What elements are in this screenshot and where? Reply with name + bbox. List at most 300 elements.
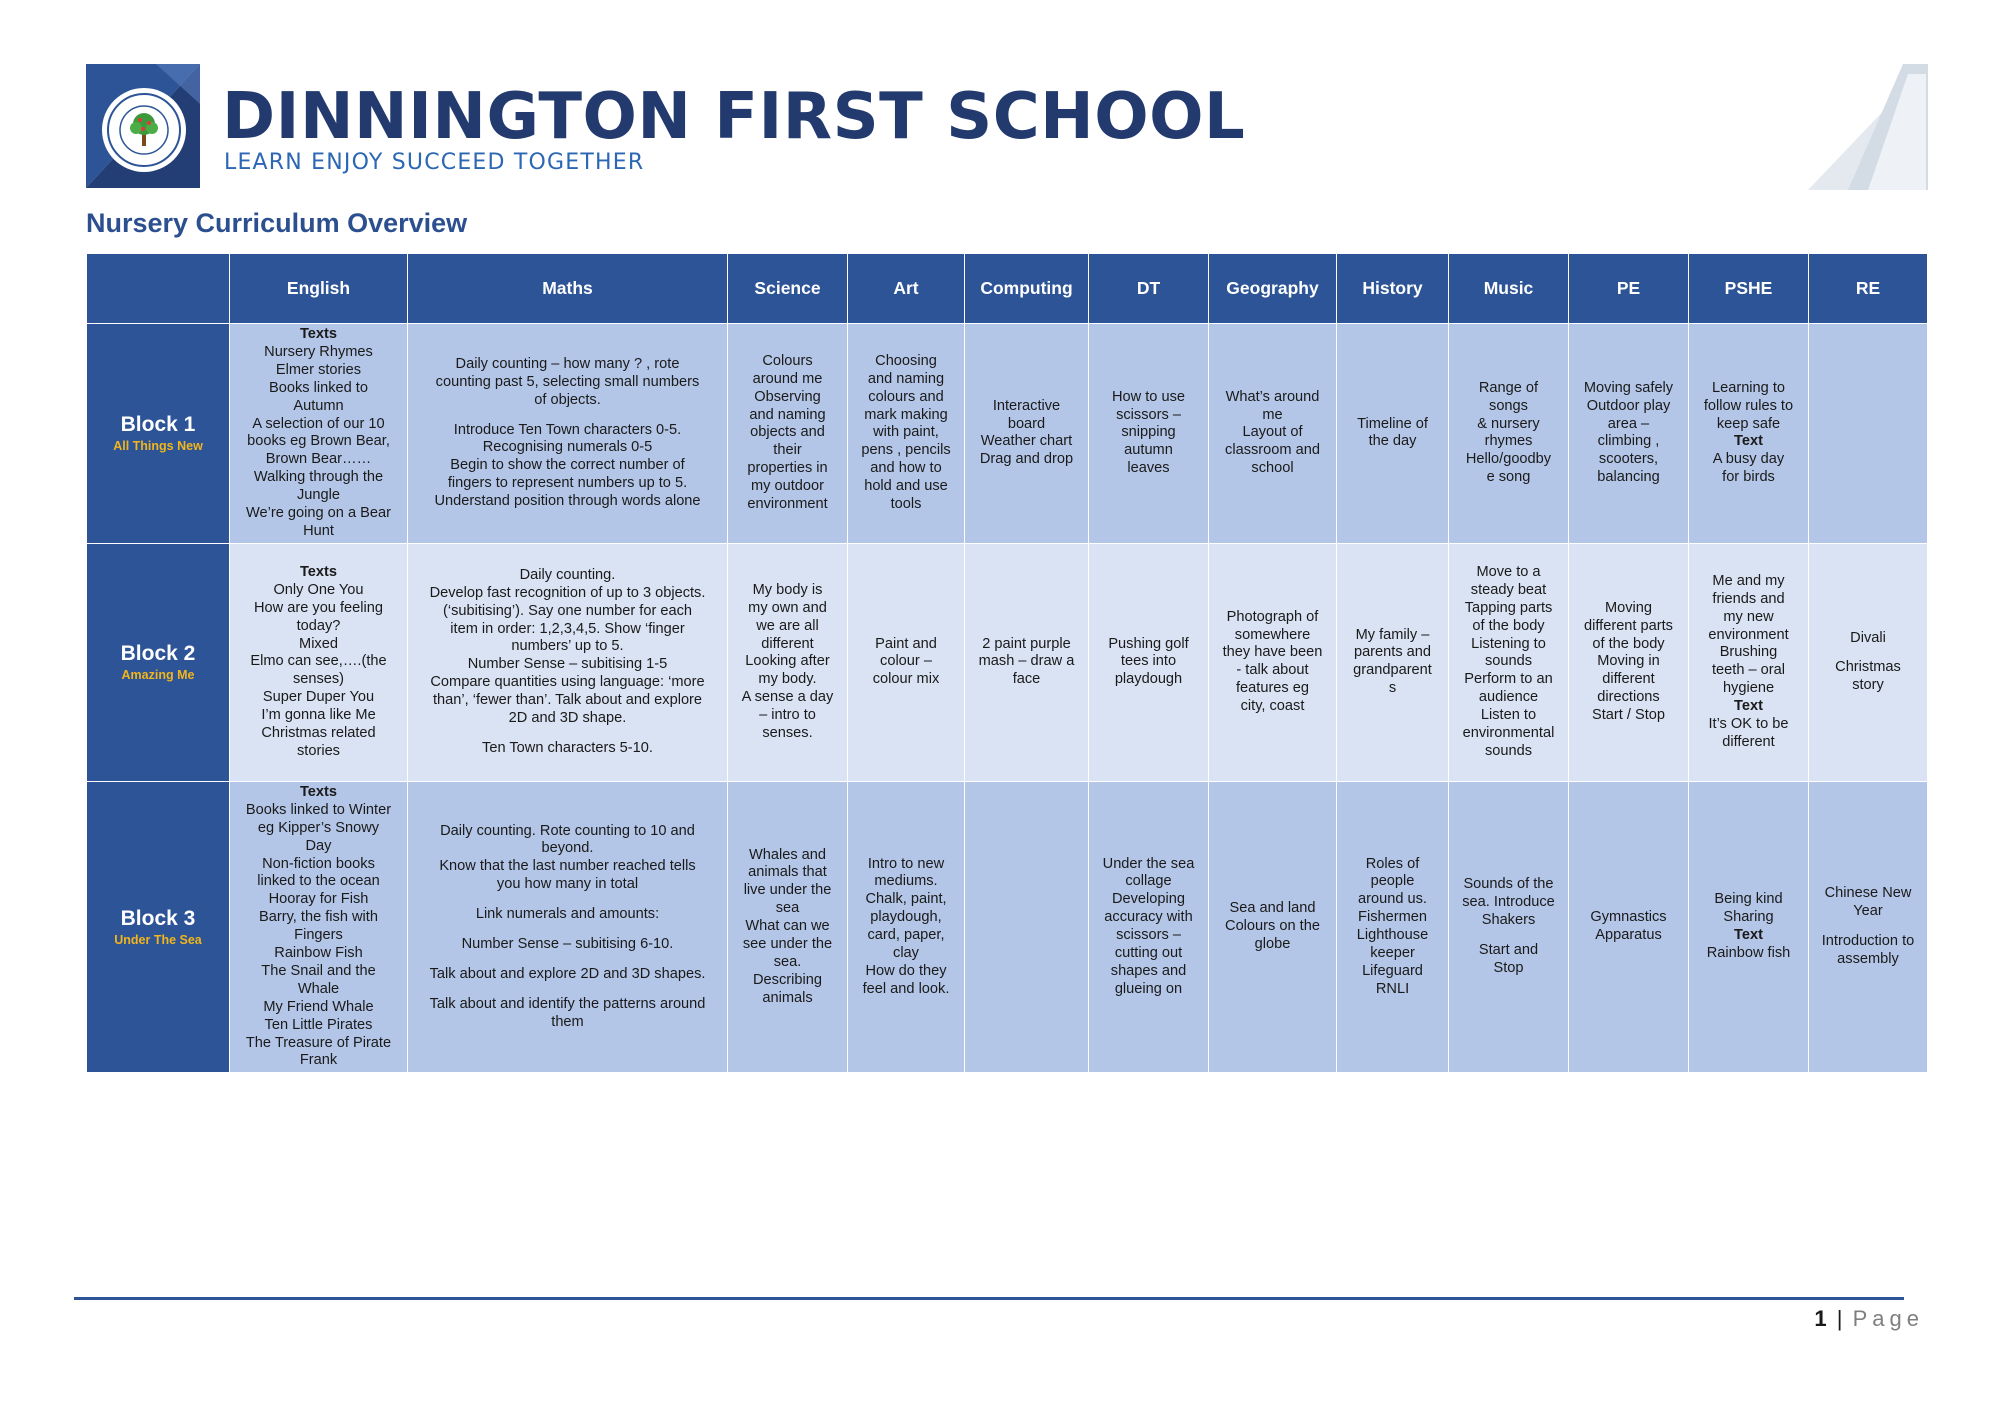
cell-line: Day: [305, 837, 332, 854]
cell-line: my outdoor: [750, 478, 824, 495]
cell-line: It’s OK to be: [1708, 716, 1789, 733]
cell-line: Hunt: [303, 522, 334, 539]
cell-line: Super Duper You: [262, 689, 375, 706]
cell-line: Text: [1734, 698, 1763, 715]
cell-line: sea: [775, 900, 800, 917]
column-header: Science: [728, 254, 848, 324]
cell-line: friends and: [1712, 590, 1785, 607]
column-header: Computing: [965, 254, 1089, 324]
cell-line: Walking through the: [253, 469, 384, 486]
column-header: English: [230, 254, 408, 324]
cell-computing: [965, 543, 1089, 781]
cell-line: of the body: [1472, 617, 1545, 634]
cell-line: Texts: [299, 783, 338, 800]
block-subtitle: All Things New: [113, 439, 203, 454]
cell-line: Whale: [297, 980, 340, 997]
cell-line: keeper: [1370, 945, 1415, 962]
cell-line: keep safe: [1716, 415, 1781, 432]
cell-line: Ten Town characters 5-10.: [482, 740, 653, 756]
cell-line: Barry, the fish with: [259, 909, 378, 926]
cell-line: Intro to new: [867, 855, 945, 872]
cell-line: objects and: [750, 424, 825, 441]
cell-line: of objects.: [534, 391, 601, 408]
cell-line: scissors –: [1116, 927, 1181, 944]
cell-line: Pushing golf: [1108, 635, 1189, 652]
cell-history: [1337, 781, 1449, 1073]
page-number-value: 1: [1814, 1306, 1827, 1331]
cell-line: environmental: [1462, 725, 1555, 742]
cell-line: directions: [1597, 689, 1660, 706]
cell-line: Start and: [1478, 942, 1539, 959]
cell-geography: [1209, 781, 1337, 1073]
block-subtitle: Amazing Me: [121, 668, 195, 683]
cell-line: than’, ‘fewer than’. Talk about and explore: [432, 692, 703, 709]
cell-line: board: [1007, 415, 1046, 432]
cell-line: grandparent: [1353, 662, 1432, 679]
cell-line: [1812, 647, 1924, 659]
block-subtitle: Under The Sea: [114, 933, 202, 948]
cell-line: A selection of our 10: [252, 415, 385, 432]
cell-line: 2D and 3D shape.: [508, 710, 627, 727]
cell-line: colour –: [880, 653, 932, 670]
column-header: Music: [1449, 254, 1569, 324]
cell-line: Autumn: [293, 397, 344, 414]
cell-line: features eg: [1235, 680, 1310, 697]
cell-line: counting past 5, selecting small numbers: [435, 373, 700, 390]
cell-line: somewhere: [1234, 626, 1311, 643]
cell-line: Divali: [1850, 629, 1886, 646]
cell-line: Moving safely: [1583, 379, 1674, 396]
cell-line: How do they: [865, 962, 947, 979]
cell-line: senses): [292, 671, 345, 688]
cell-line: The Snail and the: [261, 962, 376, 979]
cell-line: Outdoor play: [1586, 397, 1671, 414]
cell-line: fingers to represent numbers up to 5.: [447, 475, 688, 492]
cell-line: My family –: [1355, 626, 1430, 643]
cell-line: Introduction to: [1821, 933, 1915, 950]
cell-line: Mixed: [299, 635, 338, 652]
cell-science: [728, 543, 848, 781]
cell-line: Frank: [299, 1052, 338, 1069]
cell-line: steady beat: [1470, 581, 1547, 598]
cell-line: area –: [1607, 415, 1650, 432]
cell-line: Understand position through words alone: [434, 493, 701, 510]
cell-line: Daily counting – how many ? , rote: [455, 355, 680, 372]
cell-line: item in order: 1,2,3,4,5. Show ‘finger: [450, 620, 685, 637]
cell-pe: [1569, 781, 1689, 1073]
cell-line: I’m gonna like Me: [261, 707, 376, 724]
cell-line: [411, 924, 724, 936]
cell-line: them: [551, 1013, 584, 1030]
cell-line: Listen to: [1480, 707, 1537, 724]
cell-line: Gymnastics: [1590, 909, 1667, 926]
cell-line: we are all: [756, 617, 819, 634]
cell-line: Non-fiction books: [262, 855, 375, 872]
cell-line: eg Kipper’s Snowy: [257, 819, 380, 836]
cell-line: animals: [762, 989, 813, 1006]
cell-line: Text: [1734, 433, 1763, 450]
cell-line: accuracy with: [1104, 909, 1193, 926]
cell-line: Hooray for Fish: [268, 891, 369, 908]
cell-line: numbers’ up to 5.: [511, 638, 624, 655]
cell-line: they have been: [1222, 644, 1323, 661]
cell-line: [411, 410, 724, 422]
cell-dt: [1089, 324, 1209, 544]
cell-line: playdough,: [870, 909, 942, 926]
cell-dt: [1089, 781, 1209, 1073]
block-title: Block 1: [120, 413, 196, 437]
block-header: [87, 781, 230, 1073]
cell-line: autumn: [1124, 442, 1173, 459]
cell-pshe: [1689, 324, 1809, 544]
cell-line: Brushing: [1719, 644, 1778, 661]
page-number: [1814, 1306, 1924, 1332]
cell-line: Perform to an: [1464, 671, 1553, 688]
cell-line: Texts: [299, 326, 338, 342]
cell-computing: [965, 324, 1089, 544]
cell-line: Shakers: [1481, 912, 1536, 929]
cell-line: Chinese New: [1824, 885, 1912, 902]
cell-line: Colours on the: [1225, 918, 1320, 935]
cell-line: around me: [752, 370, 823, 387]
cell-line: face: [1012, 671, 1041, 688]
column-header: PSHE: [1689, 254, 1809, 324]
cell-line: Under the sea: [1102, 855, 1195, 872]
cell-pshe: [1689, 781, 1809, 1073]
cell-line: senses.: [762, 725, 813, 742]
cell-line: the day: [1368, 433, 1417, 450]
cell-line: mediums.: [874, 873, 938, 890]
cell-line: different: [761, 635, 814, 652]
cell-line: globe: [1254, 936, 1291, 953]
cell-line: How to use: [1111, 388, 1185, 405]
cell-line: assembly: [1837, 951, 1899, 968]
block-header: [87, 543, 230, 781]
cell-science: [728, 324, 848, 544]
cell-line: Lighthouse: [1356, 927, 1429, 944]
cell-history: [1337, 324, 1449, 544]
cell-line: environment: [1708, 626, 1789, 643]
cell-line: Drag and drop: [979, 451, 1074, 468]
cell-line: card, paper,: [867, 927, 945, 944]
cell-line: A busy day: [1712, 451, 1785, 468]
cell-line: What can we: [745, 918, 830, 935]
cell-line: e song: [1486, 469, 1531, 486]
cell-music: [1449, 781, 1569, 1073]
cell-line: story: [1852, 677, 1884, 694]
cell-line: Tapping parts: [1464, 599, 1553, 616]
cell-line: of the body: [1592, 635, 1665, 652]
cell-line: scooters,: [1598, 451, 1659, 468]
page-header: [86, 64, 1926, 190]
cell-line: glueing on: [1114, 980, 1183, 997]
cell-line: hygiene: [1722, 680, 1775, 697]
table-row: [87, 543, 1928, 781]
cell-line: Moving in: [1597, 653, 1660, 670]
cell-line: colours and: [868, 388, 944, 405]
cell-line: rhymes: [1484, 433, 1533, 450]
cell-line: school: [1251, 460, 1294, 477]
cell-line: Ten Little Pirates: [264, 1016, 373, 1033]
cell-english: [230, 543, 408, 781]
cell-line: Move to a: [1476, 563, 1541, 580]
table-header-row: [87, 254, 1928, 324]
cell-line: Books linked to Winter: [245, 801, 392, 818]
cell-geography: [1209, 543, 1337, 781]
block-title: Block 3: [120, 907, 196, 931]
cell-computing: [965, 781, 1089, 1073]
column-header: History: [1337, 254, 1449, 324]
cell-line: cutting out: [1114, 945, 1183, 962]
cell-english: [230, 324, 408, 544]
cell-line: beyond.: [541, 840, 594, 857]
cell-line: My Friend Whale: [263, 998, 374, 1015]
cell-line: mark making: [864, 406, 948, 423]
cell-line: stories: [297, 742, 340, 759]
cell-line: - talk about: [1236, 662, 1309, 679]
cell-line: with paint,: [873, 424, 939, 441]
cell-line: My body is: [752, 581, 823, 598]
cell-line: Talk about and identify the patterns around: [429, 995, 706, 1012]
cell-line: sea. Introduce: [1462, 894, 1555, 911]
cell-line: Me and my: [1712, 572, 1785, 589]
cell-line: How are you feeling: [254, 599, 383, 616]
cell-line: and naming: [867, 370, 945, 387]
cell-maths: [408, 543, 728, 781]
cell-line: Timeline of: [1357, 415, 1428, 432]
cell-re: [1809, 324, 1928, 544]
table-row: [87, 324, 1928, 544]
curriculum-table: [86, 253, 1928, 1073]
cell-line: collage: [1125, 873, 1172, 890]
cell-pe: [1569, 324, 1689, 544]
cell-maths: [408, 324, 728, 544]
cell-line: Daily counting.: [519, 566, 616, 583]
cell-line: Learning to: [1711, 379, 1786, 396]
block-title: Block 2: [120, 642, 196, 666]
school-name: DINNINGTON FIRST SCHOOL: [222, 80, 1246, 154]
cell-line: environment: [747, 496, 828, 513]
cell-pe: [1569, 543, 1689, 781]
cell-line: Rainbow fish: [1706, 945, 1791, 962]
cell-line: climbing ,: [1597, 433, 1660, 450]
cell-line: parents and: [1353, 644, 1432, 661]
cell-line: me: [1262, 406, 1283, 423]
cell-line: mash – draw a: [978, 653, 1075, 670]
cell-line: Christmas: [1835, 659, 1901, 676]
cell-line: – intro to: [759, 707, 816, 724]
cell-line: shapes and: [1110, 962, 1187, 979]
cell-line: The Treasure of Pirate: [245, 1034, 392, 1051]
cell-line: for birds: [1722, 469, 1775, 486]
cell-line: my body.: [758, 671, 817, 688]
cell-line: Roles of: [1365, 855, 1420, 872]
cell-line: Link numerals and amounts:: [475, 906, 660, 923]
cell-line: Sea and land: [1229, 900, 1316, 917]
cell-line: scissors –: [1116, 406, 1181, 423]
column-header: DT: [1089, 254, 1209, 324]
cell-line: Number Sense – subitising 1-5: [467, 656, 668, 673]
cell-line: Colours: [762, 352, 813, 369]
cell-line: teeth – oral: [1711, 662, 1786, 679]
cell-line: Whales and: [748, 846, 827, 863]
cell-line: today?: [296, 617, 341, 634]
cell-line: hold and use: [864, 478, 948, 495]
cell-line: [1452, 930, 1565, 942]
cell-line: We’re going on a Bear: [246, 505, 391, 522]
corner-decoration: [1808, 64, 1928, 190]
cell-line: around us.: [1358, 891, 1427, 908]
cell-line: Fishermen: [1358, 909, 1427, 926]
cell-line: s: [1388, 680, 1397, 697]
cell-line: city, coast: [1240, 698, 1305, 715]
cell-line: Interactive: [992, 397, 1061, 414]
cell-line: my new: [1723, 608, 1774, 625]
cell-line: Christmas related: [261, 725, 376, 742]
cell-line: Jungle: [296, 487, 340, 504]
cell-line: Sounds of the: [1463, 876, 1554, 893]
cell-line: Describing: [753, 971, 822, 988]
cell-line: books eg Brown Bear,: [247, 433, 390, 450]
cell-line: my own and: [748, 599, 827, 616]
cell-line: Elmer stories: [275, 361, 362, 378]
cell-line: tees into: [1120, 653, 1177, 670]
cell-line: feel and look.: [862, 980, 950, 997]
cell-line: & nursery: [1477, 415, 1540, 432]
cell-science: [728, 781, 848, 1073]
cell-line: leaves: [1127, 460, 1170, 477]
cell-line: Layout of: [1242, 424, 1303, 441]
cell-line: linked to the ocean: [257, 873, 380, 890]
cell-line: Moving: [1604, 599, 1653, 616]
document-title: Nursery Curriculum Overview: [86, 208, 468, 238]
cell-line: and how to: [870, 460, 942, 477]
cell-re: [1809, 781, 1928, 1073]
cell-line: Number Sense – subitising 6-10.: [461, 936, 674, 953]
cell-line: Daily counting. Rote counting to 10 and: [440, 822, 695, 839]
footer-rule: [74, 1297, 1904, 1300]
cell-line: A sense a day: [741, 689, 834, 706]
column-header: PE: [1569, 254, 1689, 324]
cell-line: Hello/goodby: [1465, 451, 1552, 468]
cell-line: Develop fast recognition of up to 3 objects.: [429, 584, 706, 601]
cell-line: RNLI: [1375, 980, 1410, 997]
cell-line: animals that: [748, 864, 827, 881]
cell-line: Introduce Ten Town characters 0-5.: [453, 421, 682, 438]
cell-music: [1449, 324, 1569, 544]
cell-line: Sharing: [1723, 909, 1774, 926]
cell-line: Books linked to: [269, 379, 368, 396]
cell-art: [848, 543, 965, 781]
cell-line: snipping: [1121, 424, 1176, 441]
cell-pshe: [1689, 543, 1809, 781]
cell-line: Range of: [1478, 379, 1539, 396]
cell-line: Choosing: [875, 352, 937, 369]
cell-line: Brown Bear……: [265, 451, 372, 468]
cell-line: Recognising numerals 0-5: [482, 439, 653, 456]
cell-line: [411, 984, 724, 996]
cell-line: balancing: [1597, 469, 1660, 486]
cell-line: Listening to: [1471, 635, 1546, 652]
cell-line: you how many in total: [496, 876, 639, 893]
cell-line: follow rules to: [1703, 397, 1794, 414]
cell-geography: [1209, 324, 1337, 544]
cell-line: and naming: [749, 406, 826, 423]
column-header: Maths: [408, 254, 728, 324]
cell-re: [1809, 543, 1928, 781]
cell-line: different: [1602, 671, 1655, 688]
cell-line: colour mix: [872, 671, 940, 688]
cell-line: Begin to show the correct number of: [450, 457, 685, 474]
cell-line: Start / Stop: [1591, 707, 1665, 724]
cell-art: [848, 781, 965, 1073]
cell-line: Chalk, paint,: [865, 891, 947, 908]
cell-line: Observing: [754, 388, 821, 405]
cell-line: Developing: [1111, 891, 1186, 908]
cell-line: Fingers: [294, 927, 343, 944]
cell-line: Being kind: [1714, 891, 1783, 908]
cell-line: people: [1370, 873, 1415, 890]
cell-line: Elmo can see,….(the: [250, 653, 387, 670]
cell-maths: [408, 781, 728, 1073]
cell-line: classroom and: [1225, 442, 1320, 459]
cell-line: Only One You: [273, 581, 364, 598]
cell-line: Talk about and explore 2D and 3D shapes.: [429, 965, 706, 982]
cell-line: songs: [1489, 397, 1528, 414]
cell-line: Rainbow Fish: [274, 945, 363, 962]
cell-line: clay: [893, 945, 919, 962]
cell-line: Paint and: [875, 635, 937, 652]
table-row: [87, 781, 1928, 1073]
cell-line: properties in: [747, 460, 828, 477]
cell-line: Apparatus: [1595, 927, 1662, 944]
cell-line: Know that the last number reached tells: [439, 858, 696, 875]
cell-english: [230, 781, 408, 1073]
cell-art: [848, 324, 965, 544]
cell-line: [411, 954, 724, 966]
cell-line: playdough: [1114, 671, 1183, 688]
cell-line: [411, 894, 724, 906]
cell-line: Nursery Rhymes: [264, 343, 373, 360]
block-header: [87, 324, 230, 544]
page-label: Page: [1852, 1306, 1924, 1331]
school-motto: LEARN ENJOY SUCCEED TOGETHER: [224, 150, 645, 175]
cell-line: [1812, 921, 1924, 933]
cell-line: sounds: [1484, 653, 1533, 670]
cell-line: What’s around: [1225, 388, 1320, 405]
cell-line: Weather chart: [980, 433, 1073, 450]
cell-music: [1449, 543, 1569, 781]
school-logo: [86, 64, 200, 188]
cell-line: Photograph of: [1226, 608, 1319, 625]
cell-line: see under the: [742, 936, 833, 953]
cell-history: [1337, 543, 1449, 781]
cell-line: Looking after: [745, 653, 830, 670]
cell-line: 2 paint purple: [982, 635, 1071, 652]
cell-line: Year: [1853, 903, 1883, 920]
cell-line: different parts: [1584, 617, 1673, 634]
cell-dt: [1089, 543, 1209, 781]
column-header: RE: [1809, 254, 1928, 324]
cell-line: sea.: [773, 953, 802, 970]
corner-header-cell: [87, 254, 230, 324]
cell-line: Stop: [1493, 959, 1524, 976]
cell-line: different: [1722, 734, 1775, 750]
cell-line: pens , pencils: [861, 442, 951, 459]
cell-line: Texts: [299, 563, 338, 580]
cell-line: [411, 728, 724, 740]
column-header: Geography: [1209, 254, 1337, 324]
